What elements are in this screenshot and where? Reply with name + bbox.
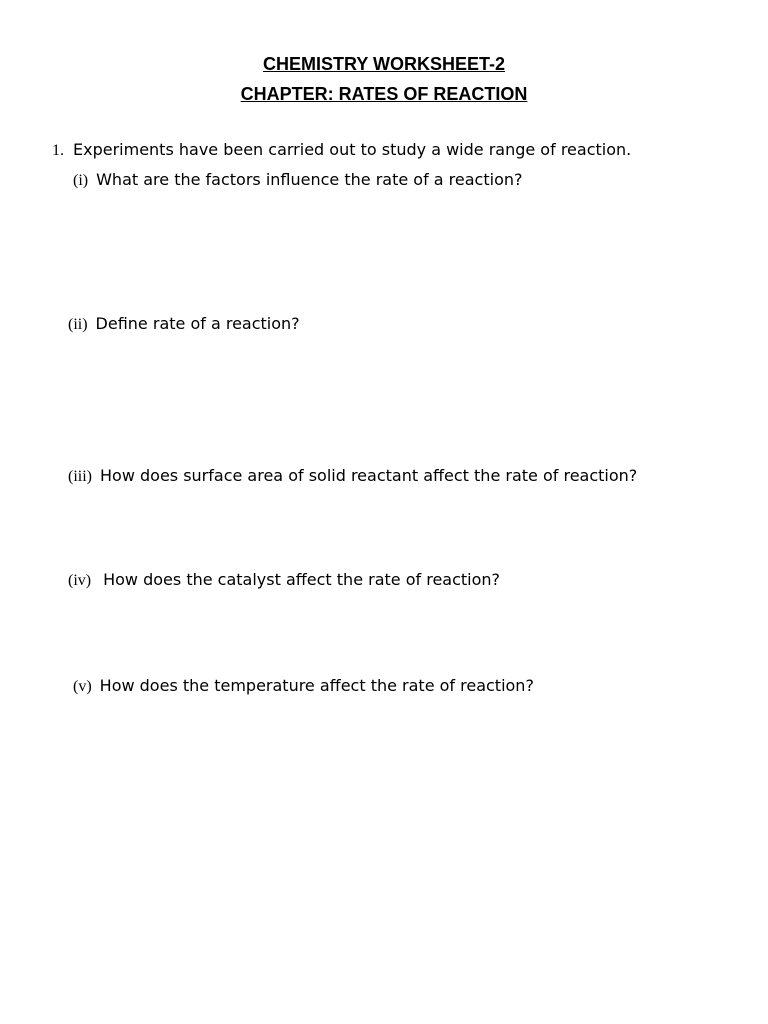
sub-question-v — [73, 675, 534, 698]
sub-question-text: How does the catalyst affect the rate of reaction? — [103, 570, 501, 589]
sub-question-i — [73, 169, 523, 192]
worksheet-title: CHEMISTRY WORKSHEET-2 — [262, 54, 506, 74]
sub-question-label: (i) — [73, 172, 89, 189]
sub-question-label: (iv) — [68, 572, 92, 589]
sub-question-ii — [68, 313, 300, 336]
sub-question-label: (iii) — [68, 468, 92, 485]
sub-question-text: How does surface area of solid reactant affect the rate of reaction? — [100, 466, 638, 485]
sub-question-text: How does the temperature affect the rate of reaction? — [99, 676, 534, 695]
sub-question-label: (ii) — [68, 316, 88, 333]
sub-question-text: What are the factors influence the rate of a reaction? — [96, 170, 523, 189]
question-text: Experiments have been carried out to study a wide range of reaction. — [73, 140, 632, 159]
sub-question-iii — [68, 465, 637, 488]
chapter-title: CHAPTER: RATES OF REACTION — [240, 84, 528, 104]
sub-question-text: Define rate of a reaction? — [95, 314, 300, 333]
sub-question-iv — [68, 569, 500, 592]
question-number: 1. — [52, 142, 64, 159]
sub-question-label: (v) — [73, 678, 92, 695]
question-1 — [52, 139, 631, 162]
